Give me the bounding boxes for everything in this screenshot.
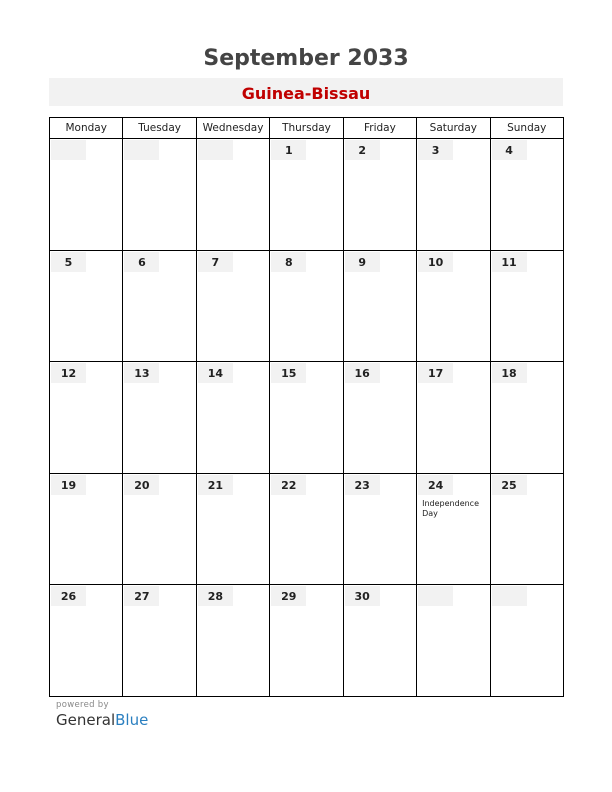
powered-by-text: powered by	[56, 700, 109, 710]
day-number: 28	[207, 590, 223, 604]
day-number: 4	[505, 144, 513, 157]
day-cell	[50, 362, 123, 474]
day-number-box	[51, 475, 86, 495]
day-cell	[123, 473, 196, 585]
day-number: 26	[60, 590, 77, 604]
brand-general: General	[56, 711, 116, 729]
page-title: September 2033	[203, 46, 409, 71]
day-number: 6	[138, 255, 146, 269]
day-number: 30	[354, 590, 370, 604]
day-number: 10	[427, 255, 444, 269]
day-cell	[343, 473, 416, 585]
day-number: 20	[134, 478, 150, 492]
weekday-header: Wednesday	[196, 118, 269, 139]
day-cell	[123, 139, 196, 251]
day-number: 19	[60, 478, 77, 492]
day-number-box	[492, 252, 527, 272]
day-number: 9	[358, 255, 367, 269]
day-number-box	[198, 363, 233, 383]
day-cell	[50, 139, 123, 251]
day-number: 3	[431, 144, 440, 157]
day-cell	[123, 250, 196, 362]
day-cell	[196, 585, 269, 697]
day-cell	[490, 362, 563, 474]
day-cell	[196, 362, 269, 474]
day-cell	[270, 250, 343, 362]
day-number-box	[198, 252, 233, 272]
day-number: 23	[354, 478, 370, 492]
weekday-header: Thursday	[270, 118, 343, 139]
day-number-box	[418, 140, 453, 160]
day-number: 18	[501, 367, 517, 381]
day-number-box	[198, 140, 233, 160]
day-number-box	[418, 475, 453, 495]
weekday-header: Monday	[50, 118, 123, 139]
weekday-header: Saturday	[417, 118, 490, 139]
day-number-box	[124, 252, 159, 272]
day-number-box	[124, 140, 159, 160]
week-row	[50, 139, 564, 251]
country-name: Guinea-Bissau	[241, 84, 371, 103]
day-number: 11	[501, 255, 517, 269]
day-cell	[50, 585, 123, 697]
day-number-box	[345, 475, 380, 495]
day-number-box	[492, 475, 527, 495]
day-cell	[417, 585, 490, 697]
day-cell	[343, 585, 416, 697]
day-number-box	[124, 475, 159, 495]
day-cell	[50, 473, 123, 585]
brand-blue: Blue	[115, 711, 149, 729]
footer	[56, 700, 148, 729]
day-number-box	[345, 363, 380, 383]
day-number-box	[418, 363, 453, 383]
day-number-box	[198, 475, 233, 495]
day-number-box	[345, 252, 380, 272]
day-number-box	[51, 140, 86, 160]
weekday-header: Tuesday	[123, 118, 196, 139]
day-number-box	[271, 475, 306, 495]
day-number-box	[271, 140, 306, 160]
weekday-header: Friday	[343, 118, 416, 139]
holiday-label: Independence Day	[422, 498, 479, 518]
day-number-box	[345, 586, 380, 606]
day-number-box	[492, 586, 527, 606]
day-cell	[417, 250, 490, 362]
day-cell	[490, 585, 563, 697]
day-number: 16	[354, 367, 370, 381]
day-cell	[123, 362, 196, 474]
day-cell	[270, 473, 343, 585]
calendar-grid	[49, 117, 564, 697]
day-cell	[50, 250, 123, 362]
day-cell	[196, 473, 269, 585]
day-number-box	[51, 363, 86, 383]
day-number: 8	[284, 255, 293, 269]
day-cell	[490, 139, 563, 251]
day-number: 13	[134, 367, 150, 381]
day-number-box	[345, 140, 380, 160]
calendar-body	[50, 139, 564, 697]
week-row	[50, 362, 564, 474]
day-cell	[270, 362, 343, 474]
day-number: 22	[281, 478, 297, 492]
day-cell	[270, 585, 343, 697]
weekday-header-row	[50, 118, 564, 139]
day-cell	[123, 585, 196, 697]
day-number-box	[492, 363, 527, 383]
day-number: 1	[284, 144, 293, 157]
day-number-box	[124, 363, 159, 383]
day-number-box	[198, 586, 233, 606]
day-number-box	[51, 586, 86, 606]
day-number: 27	[134, 590, 150, 604]
day-number: 24	[427, 478, 444, 492]
week-row	[50, 250, 564, 362]
day-number: 25	[501, 478, 517, 492]
day-number: 14	[207, 367, 223, 381]
day-number: 5	[64, 255, 73, 269]
day-cell	[490, 250, 563, 362]
day-number: 17	[427, 367, 444, 381]
day-number: 21	[207, 478, 223, 492]
week-row	[50, 585, 564, 697]
day-number-box	[271, 363, 306, 383]
day-number: 12	[60, 367, 77, 381]
day-cell	[343, 139, 416, 251]
day-cell	[343, 362, 416, 474]
day-number-box	[418, 586, 453, 606]
day-number-box	[271, 252, 306, 272]
day-cell	[417, 362, 490, 474]
day-cell	[417, 473, 490, 585]
day-cell	[196, 139, 269, 251]
week-row	[50, 473, 564, 585]
day-cell	[196, 250, 269, 362]
day-cell	[270, 139, 343, 251]
day-cell	[343, 250, 416, 362]
day-number: 2	[358, 144, 367, 157]
day-number-box	[271, 586, 306, 606]
day-cell	[417, 139, 490, 251]
weekday-header: Sunday	[490, 118, 563, 139]
day-number-box	[492, 140, 527, 160]
country-band	[49, 78, 563, 106]
day-number-box	[51, 252, 86, 272]
day-number: 15	[281, 367, 297, 381]
day-number-box	[418, 252, 453, 272]
day-cell	[490, 473, 563, 585]
brand-logo	[56, 711, 148, 729]
day-number: 29	[281, 590, 297, 604]
day-number-box	[124, 586, 159, 606]
day-number: 7	[211, 255, 220, 269]
